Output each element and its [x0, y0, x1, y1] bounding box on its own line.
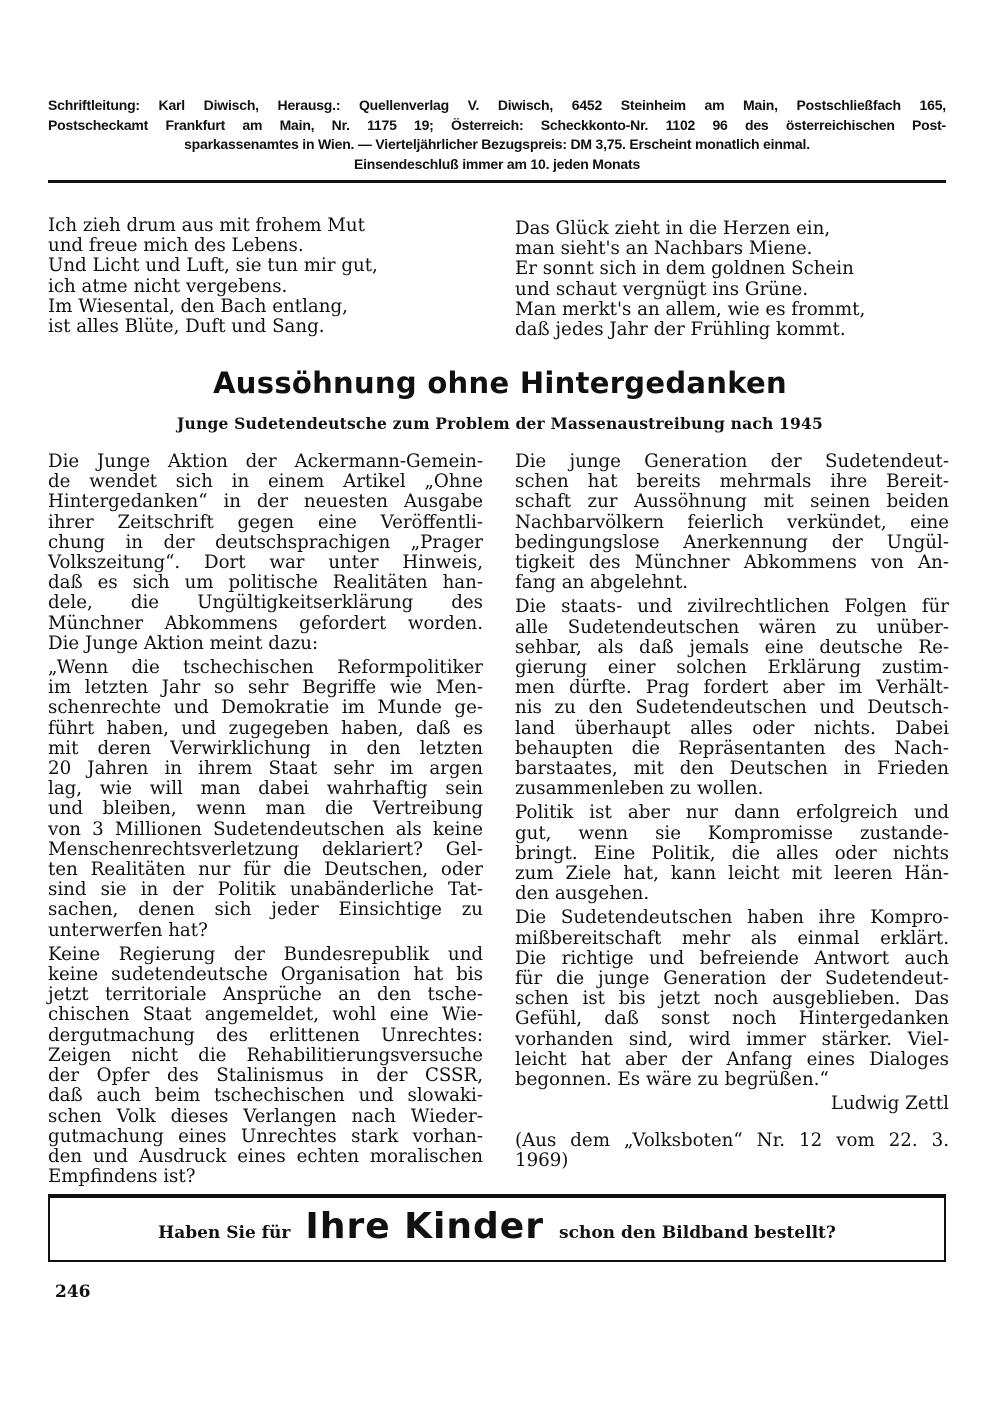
article-subtitle: Junge Sudetendeutsche zum Problem der Massenaustreibung nach 1945 — [177, 414, 823, 433]
text-line: lag, wie will man dabei wahrhaftig sein — [48, 778, 483, 800]
text-line: Die Junge Aktion meint dazu: — [48, 632, 319, 654]
text-line: gut, wenn sie Kompromisse zustande- — [515, 822, 949, 844]
text-line: Im Wiesental, den Bach entlang, — [48, 295, 348, 317]
text-line: Das Glück zieht in die Herzen ein, — [515, 218, 831, 239]
text-line: Münchner Abkommens gefordert worden. — [48, 612, 483, 634]
text-line: Man merkt's an allem, wie es frommt, — [515, 298, 866, 320]
text-line: leicht hat aber der Anfang eines Dialoges — [515, 1048, 949, 1070]
text-line: schaft zur Aussöhnung mit seinen beiden — [515, 491, 949, 513]
text-line: Zeigen nicht die Rehabilitierungsversuche — [48, 1044, 483, 1066]
text-line: sehbar, als daß jemals eine deutsche Re- — [515, 636, 949, 658]
text-line: dergutmachung des erlittenen Unrechtes: — [48, 1024, 483, 1046]
advert-box — [48, 1194, 946, 1262]
page-number: 246 — [55, 1282, 91, 1302]
text-line: zusammenleben zu wollen. — [515, 778, 764, 800]
text-line: Ich zieh drum aus mit frohem Mut — [48, 215, 365, 236]
text-line: daß auch beim tschechischen und slowaki- — [48, 1085, 483, 1107]
masthead-line: Schriftleitung: Karl Diwisch, Herausg.: Quellenverlag V. Diwisch, 6452 Steinheim am Main, Postschließfach 165, — [48, 97, 946, 113]
text-line: vorhanden sind, wird immer stärker. Viel- — [515, 1028, 949, 1050]
text-line: Hintergedanken“ in der neuesten Ausgabe — [48, 491, 483, 513]
text-line: fang an abgelehnt. — [515, 572, 689, 594]
advert-prefix: Haben Sie für — [158, 1223, 291, 1243]
text-line: alle Sudetendeutschen wären zu unüber- — [515, 616, 949, 638]
text-line: Nachbarvölkern feierlich verkündet, eine — [515, 511, 949, 533]
text-line: „Wenn die tschechischen Reformpolitiker — [48, 657, 483, 679]
text-line: zum Ziele hat, kann leicht mit leeren Hän- — [515, 863, 949, 885]
text-line: Volkszeitung“. Dort war unter Hinweis, — [48, 552, 483, 574]
text-line: den ausgehen. — [515, 883, 650, 905]
text-line: der Opfer des Stalinismus in der CSSR, — [48, 1065, 483, 1087]
text-line: begonnen. Es wäre zu begrüßen.“ — [515, 1069, 829, 1091]
text-line: mit deren Verwirklichung in den letzten — [48, 737, 483, 759]
text-line: schen Volk dieses Verlangen nach Wieder- — [48, 1105, 483, 1127]
article-title: Aussöhnung ohne Hintergedanken — [213, 366, 787, 400]
text-line: men dürfte. Prag fordert aber im Verhält- — [515, 677, 949, 699]
text-line: chischen Staat angemeldet, wohl eine Wie- — [48, 1004, 483, 1026]
text-line: daß es sich um politische Realitäten han- — [48, 572, 483, 594]
text-line: Empfindens ist? — [48, 1166, 196, 1188]
text-line: Er sonnt sich in dem goldnen Schein — [515, 258, 854, 280]
text-line: Die junge Generation der Sudetendeut- — [515, 451, 949, 472]
text-line: bringt. Eine Politik, die alles oder nichts — [515, 842, 949, 864]
text-line: schen hat bereits mehrmals ihre Bereit- — [515, 471, 949, 493]
text-line: chung in der deutschsprachigen „Prager — [48, 531, 483, 553]
text-line: barstaates, mit den Deutschen in Frieden — [515, 758, 949, 780]
text-line: und bleiben, wenn man die Vertreibung — [48, 798, 483, 820]
text-line: sachen, denen sich jeder Einsichtige zu — [48, 899, 483, 921]
text-line: ich atme nicht vergebens. — [48, 275, 288, 297]
masthead-line: Einsendeschluß immer am 10. jeden Monats — [353, 155, 641, 172]
source-line: 1969) — [515, 1149, 569, 1171]
advert-highlight: Ihre Kinder — [305, 1206, 544, 1247]
text-line: für die junge Generation der Sudetendeut- — [515, 968, 949, 990]
text-line: de wendet sich in einem Artikel „Ohne — [48, 471, 483, 493]
masthead — [48, 96, 946, 174]
source-line: (Aus dem „Volksboten“ Nr. 12 vom 22. 3. — [515, 1129, 949, 1151]
text-line: Keine Regierung der Bundesrepublik und — [48, 943, 483, 965]
text-line: dele, die Ungültigkeitserklärung des — [48, 592, 483, 614]
text-line: Politik ist aber nur dann erfolgreich und — [515, 802, 949, 824]
text-line: führt haben, und zugegeben haben, daß es — [48, 717, 483, 739]
text-line: keine sudetendeutsche Organisation hat bis — [48, 964, 483, 986]
text-line: mißbereitschaft mehr als einmal erklärt. — [515, 927, 949, 949]
masthead-line: Postscheckamt Frankfurt am Main, Nr. 1175 19; Österreich: Scheckkonto-Nr. 1102 96 des österreichischen Post- — [48, 116, 946, 133]
text-line: man sieht's an Nachbars Miene. — [515, 238, 813, 260]
text-line: schenrechte und Demokratie im Munde ge- — [48, 697, 483, 719]
paragraph — [48, 945, 483, 1187]
paragraph — [515, 597, 949, 799]
poem-right-stanza — [515, 219, 905, 340]
text-line: daß jedes Jahr der Frühling kommt. — [515, 319, 846, 341]
masthead-line: sparkassenamtes in Wien. — Vierteljährlicher Bezugspreis: DM 3,75. Erscheint monatlich einmal. — [184, 136, 810, 152]
paragraph — [48, 658, 483, 941]
text-line: Gefühl, daß sonst noch Hintergedanken — [515, 1008, 949, 1030]
text-line: Und Licht und Luft, sie tun mir gut, — [48, 255, 378, 277]
text-line: nis zu den Sudetendeutschen und Deutsch- — [515, 697, 949, 719]
text-line: ten Realitäten nur für die Deutschen, oder — [48, 859, 483, 881]
poem-left-stanza — [48, 216, 428, 337]
advert-suffix: schon den Bildband bestellt? — [559, 1223, 836, 1243]
text-line: Die richtige und befreiende Antwort auch — [515, 947, 949, 969]
text-line: Menschenrechtsverletzung deklariert? Gel- — [48, 838, 483, 860]
text-line: bedingungslose Anerkennung der Ungül- — [515, 531, 949, 553]
text-line: schen ist bis jetzt noch ausgeblieben. Das — [515, 988, 949, 1010]
text-line: jetzt territoriale Ansprüche an den tsche- — [48, 984, 483, 1006]
text-line: gutmachung eines Unrechtes stark vorhan- — [48, 1125, 483, 1147]
text-line: sind sie in der Politik unabänderliche Tat- — [48, 879, 483, 901]
text-line: behaupten die Repräsentanten des Nach- — [515, 737, 949, 759]
article-author: Ludwig Zettl — [830, 1093, 949, 1115]
masthead-rule — [48, 180, 946, 183]
text-line: 20 Jahren in ihrem Staat sehr im argen — [48, 758, 483, 780]
text-line: ihrer Zeitschrift gegen eine Veröffentli- — [48, 511, 483, 533]
paragraph — [515, 803, 949, 904]
paragraph — [515, 908, 949, 1090]
text-line: Die Sudetendeutschen haben ihre Kompro- — [515, 907, 949, 929]
text-line: im letzten Jahr so sehr Begriffe wie Men- — [48, 677, 483, 699]
article-column-left — [48, 452, 483, 1191]
text-line: tigkeit des Münchner Abkommens von An- — [515, 552, 949, 574]
text-line: gierung einer solchen Erklärung zustim- — [515, 657, 949, 679]
text-line: und freue mich des Lebens. — [48, 235, 304, 257]
text-line: Die staats- und zivilrechtlichen Folgen für — [515, 596, 949, 618]
paragraph — [515, 452, 949, 593]
text-line: ist alles Blüte, Duft und Sang. — [48, 316, 325, 338]
text-line: und schaut vergnügt ins Grüne. — [515, 278, 809, 300]
text-line: von 3 Millionen Sudetendeutschen als keine — [48, 818, 483, 840]
text-line: land überhaupt alles oder nichts. Dabei — [515, 717, 949, 739]
text-line: den und Ausdruck eines echten moralischen — [48, 1145, 483, 1167]
text-line: Die Junge Aktion der Ackermann-Gemein- — [48, 451, 483, 472]
text-line: unterwerfen hat? — [48, 919, 208, 941]
article-column-right — [515, 452, 949, 1171]
paragraph — [48, 452, 483, 654]
